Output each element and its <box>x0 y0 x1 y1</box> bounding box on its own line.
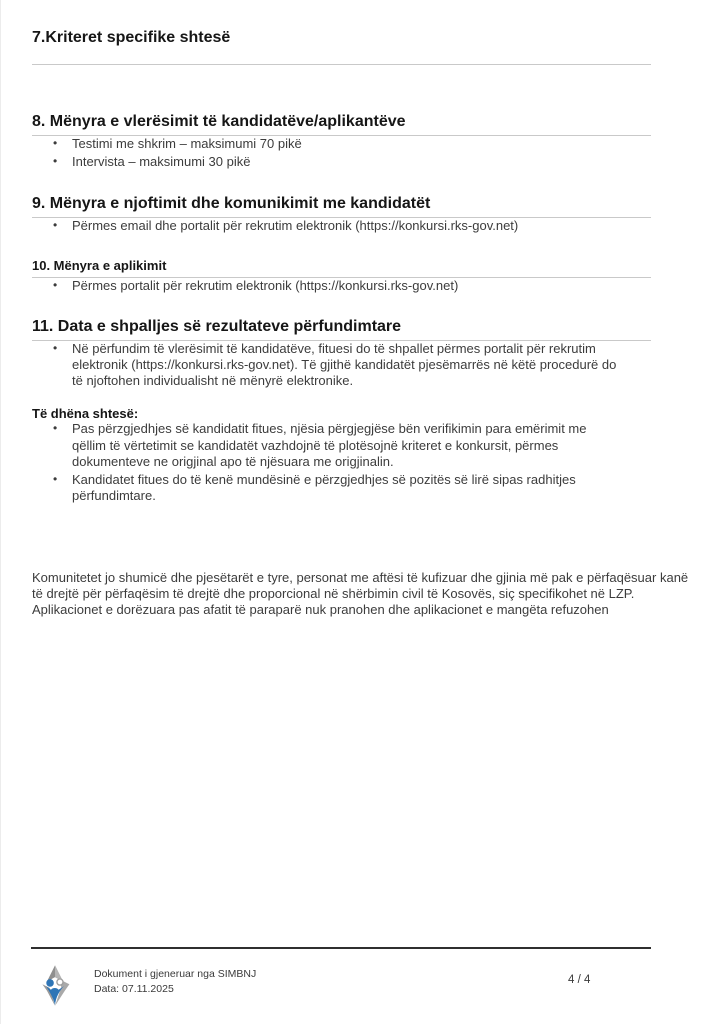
list-item <box>32 278 619 294</box>
section-7-heading: 7.Kriteret specifike shtesë <box>32 28 651 65</box>
section-11-heading: 11. Data e shpalljes së rezultateve përfundimtare <box>32 317 651 341</box>
additional-data-heading: Të dhëna shtesë: <box>32 406 139 422</box>
list-item-text: Në përfundim të vlerësimit të kandidatëve, fituesi do të shpallet përmes portalit për rekrutim elektronik (https://konkursi.rks-gov.net). Të gjithë kandidatët pjesëmarrës në këtë procedurë do të njoftohen individualisht në mënyrë elektronike. <box>72 340 617 389</box>
list-item <box>32 341 619 390</box>
list-item <box>32 218 619 234</box>
document-body <box>32 0 689 631</box>
bullet-icon: • <box>53 421 58 436</box>
list-item-text: Përmes email dhe portalit për rekrutim elektronik (https://konkursi.rks-gov.net) <box>72 218 519 234</box>
footer <box>37 964 256 1010</box>
bullet-icon: • <box>53 136 58 150</box>
list-item-text: Intervista – maksimumi 30 pikë <box>72 154 251 170</box>
closing-paragraph: Komunitetet jo shumicë dhe pjesëtarët e tyre, personat me aftësi të kufizuar dhe gjinia më pak e përfaqësuar kanë të drejtë për përfaqësim të drejtë dhe proporcional në shërbimin civil të Kosovës, siç specifikohet në LZP. Aplikacionet e dorëzuara pas afatit të paraparë nuk pranohen dhe aplikacionet e mangëta refuzohen <box>32 570 689 618</box>
footer-divider <box>31 947 651 949</box>
list-item <box>32 136 619 152</box>
list-item-text: Pas përzgjedhjes së kandidatit fitues, njësia përgjegjëse bën verifikimin para emërimit me qëllim të vërtetimit se kandidatët vazhdojnë të plotësojnë kriteret e konkursit, përmes dokumenteve ne origjinal apo të njësuara me origjinalin. <box>72 421 587 469</box>
list-item-text: Testimi me shkrim – maksimumi 70 pikë <box>72 136 302 151</box>
bullet-icon: • <box>53 277 58 292</box>
list-item-text: Përmes portalit për rekrutim elektronik (https://konkursi.rks-gov.net) <box>72 277 459 293</box>
section-11-list <box>32 341 619 390</box>
bullet-icon: • <box>53 154 58 169</box>
simbnj-logo-icon <box>37 964 73 1010</box>
footer-meta <box>94 964 256 997</box>
generated-by-text: Dokument i gjeneruar nga SIMBNJ <box>94 968 257 980</box>
section-10-heading: 10. Mënyra e aplikimit <box>32 258 651 278</box>
list-item <box>32 421 619 470</box>
section-8-heading: 8. Mënyra e vlerësimit të kandidatëve/aplikantëve <box>32 112 651 136</box>
generated-date-text: Data: 07.11.2025 <box>94 983 174 995</box>
bullet-icon: • <box>53 472 58 487</box>
list-item-text: Kandidatet fitues do të kenë mundësinë e përzgjedhjes së pozitës së lirë sipas radhitjes përfundimtare. <box>72 472 576 504</box>
section-8-list <box>32 136 619 170</box>
section-9-list <box>32 218 619 234</box>
page-number: 4 / 4 <box>568 974 591 986</box>
list-item <box>32 154 619 170</box>
list-item <box>32 472 619 504</box>
bullet-icon: • <box>53 340 58 355</box>
bullet-icon: • <box>53 218 58 233</box>
additional-data-list <box>32 421 619 504</box>
section-9-heading: 9. Mënyra e njoftimit dhe komunikimit me kandidatët <box>32 194 651 218</box>
section-10-list <box>32 278 619 294</box>
